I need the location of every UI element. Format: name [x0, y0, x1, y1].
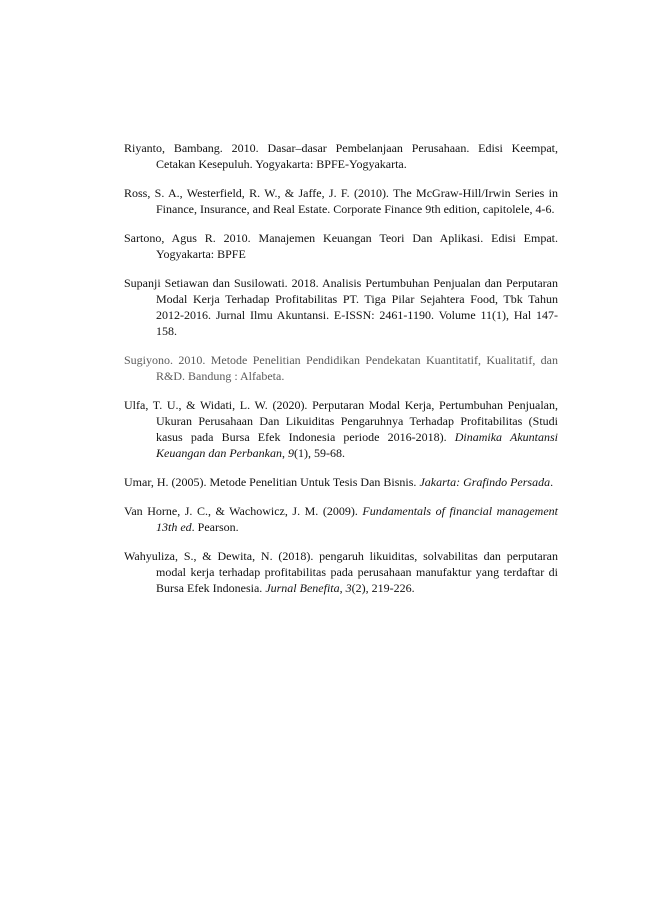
reference-text: ,: [339, 581, 346, 595]
reference-text: Sartono, Agus R. 2010. Manajemen Keuangan Teori Dan Aplikasi. Edisi Empat. Yogyakarta: BPFE: [124, 231, 558, 261]
reference-text: Umar, H. (2005). Metode Penelitian Untuk Tesis Dan Bisnis.: [124, 475, 420, 489]
reference-riyanto: [124, 140, 558, 172]
reference-text: (1), 59-68.: [293, 446, 345, 460]
reference-umar: [124, 474, 558, 490]
reference-text: ,: [281, 446, 288, 460]
reference-text: (2), 219-226.: [351, 581, 415, 595]
reference-ross: [124, 185, 558, 217]
reference-text: Wahyuliza, S., & Dewita, N. (2018). pengaruh likuiditas, solvabilitas dan perputaran modal kerja terhadap profitabilitas pada perusahaan manufaktur yang terdaftar di Bursa Efek Indonesia.: [124, 549, 558, 595]
reference-text: .: [550, 475, 554, 489]
reference-text: Sugiyono. 2010. Metode Penelitian Pendidikan Pendekatan Kuantitatif, Kualitatif, dan R&D. Bandung : Alfabeta.: [124, 353, 558, 383]
volume-number: 3: [345, 581, 352, 595]
reference-vanhorne: [124, 503, 558, 535]
journal-title: Dinamika Akuntansi Keuangan dan Perbankan: [156, 430, 558, 460]
reference-sartono: [124, 230, 558, 262]
reference-text: Ulfa, T. U., & Widati, L. W. (2020). Perputaran Modal Kerja, Pertumbuhan Penjualan, Ukuran Perusahaan Dan Likuiditas Pengaruhnya Terhadap Profitabilitas (Studi kasus pada Bursa Efek Indonesia periode 2016-2018).: [124, 398, 558, 444]
reference-supanji: [124, 275, 558, 339]
reference-list: [124, 140, 558, 609]
book-title: Fundamentals of financial management 13th ed: [156, 504, 558, 534]
volume-number: 9: [287, 446, 294, 460]
reference-text: Ross, S. A., Westerfield, R. W., & Jaffe, J. F. (2010). The McGraw-Hill/Irwin Series in Finance, Insurance, and Real Estate. Corporate Finance 9th edition, capitolele, 4-6.: [124, 186, 558, 216]
reference-text: Van Horne, J. C., & Wachowicz, J. M. (2009).: [124, 504, 363, 518]
publisher-name: Jakarta: Grafindo Persada: [419, 475, 551, 489]
reference-wahyuliza: [124, 548, 558, 596]
reference-text: . Pearson.: [191, 520, 239, 534]
journal-title: Jurnal Benefita: [265, 581, 340, 595]
reference-text: Supanji Setiawan dan Susilowati. 2018. Analisis Pertumbuhan Penjualan dan Perputaran Modal Kerja Terhadap Profitabilitas PT. Tiga Pilar Sejahtera Food, Tbk Tahun 2012-2016. Jurnal Ilmu Akuntansi. E-ISSN: 2461-1190. Volume 11(1), Hal 147-158.: [124, 276, 558, 338]
reference-ulfa: [124, 397, 558, 461]
reference-text: Riyanto, Bambang. 2010. Dasar–dasar Pembelanjaan Perusahaan. Edisi Keempat, Cetakan Kesepuluh. Yogyakarta: BPFE-Yogyakarta.: [124, 141, 558, 171]
reference-sugiyono: [124, 352, 558, 384]
